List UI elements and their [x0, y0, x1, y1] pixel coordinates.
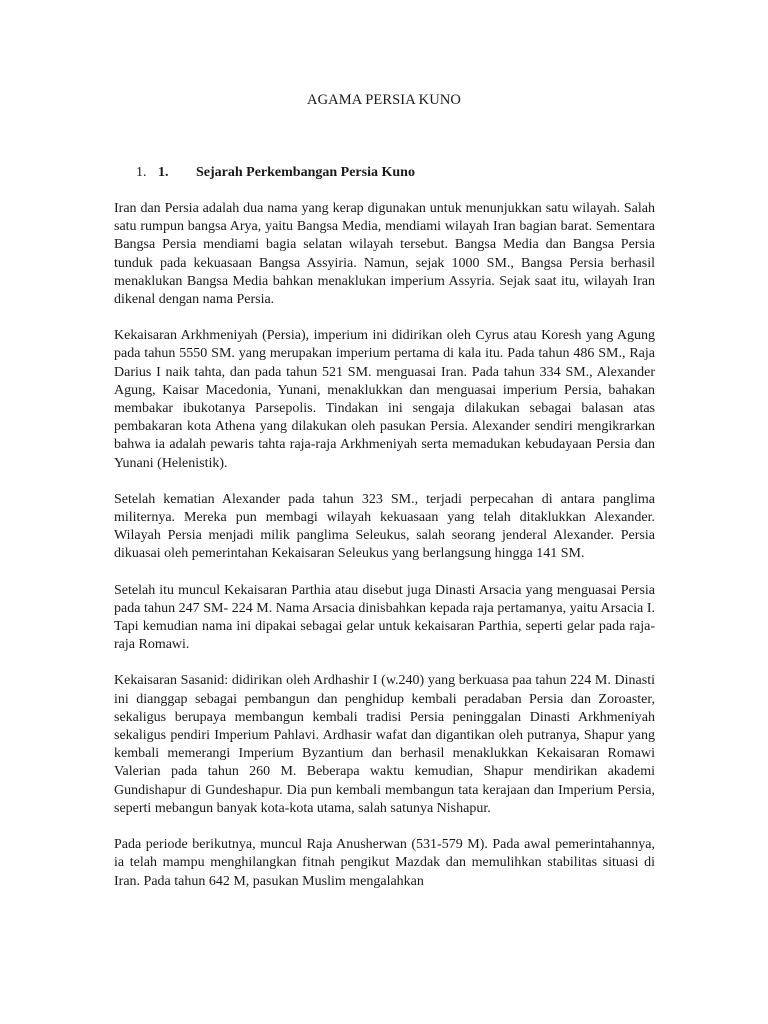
document-title: AGAMA PERSIA KUNO: [307, 92, 461, 108]
paragraph-anusherwan: Pada periode berikutnya, muncul Raja Anusherwan (531-579 M). Pada awal pemerintahannya, ia telah mampu menghilangkan fitnah pengikut Mazdak dan memulihkan stabilitas situasi di Iran. Pada tahun 642 M, pasukan Muslim mengalahkan: [114, 837, 655, 889]
document-body: [114, 200, 655, 909]
paragraph-sasanid: Kekaisaran Sasanid: didirikan oleh Ardhashir I (w.240) yang berkuasa paa tahun 224 M. Dinasti ini dianggap sebagai pembangun dan penghidup kembali peradaban Persia dan Zoroaster, sekaligus berupaya membangun kembali tradisi Persia peninggalan Dinasti Arkhmeniyah sekaligus pendiri Imperium Pahlavi. Ardhasir wafat dan digantikan oleh putranya, Shapur yang kembali memerangi Imperium Byzantium dan berhasil menaklukkan Kekaisaran Romawi Valerian pada tahun 260 M. Beberapa waktu kemudian, Shapur mendirikan akademi Gundishapur di Gundeshapur. Dia pun kembali membangun tata kerajaan dan Imperium Persia, seperti mebangun banyak kota-kota utama, salah satunya Nishapur.: [114, 673, 655, 816]
paragraph-iran-persia: Iran dan Persia adalah dua nama yang kerap digunakan untuk menunjukkan satu wilayah. Salah satu rumpun bangsa Arya, yaitu Bangsa Media, mendiami wilayah Iran bagian barat. Sementara Bangsa Persia mendiami bagia selatan wilayah tersebut. Bangsa Media dan Bangsa Persia tunduk pada kekuasaan Bangsa Assyiria. Namun, sejak 1000 SM., Bangsa Persia berhasil menaklukan Bangsa Media bahkan menaklukan imperium Assyria. Sejak saat itu, wilayah Iran dikenal dengan nama Persia.: [114, 201, 655, 308]
section-heading: [136, 165, 415, 181]
section-heading-text: Sejarah Perkembangan Persia Kuno: [196, 165, 415, 180]
paragraph-seleukus: Setelah kematian Alexander pada tahun 323 SM., terjadi perpecahan di antara panglima militernya. Mereka pun membagi wilayah kekuasaan yang telah ditaklukkan Alexander. Wilayah Persia menjadi milik panglima Seleukus, salah seorang jenderal Alexander. Persia dikuasai oleh pemerintahan Kekaisaran Seleukus yang berlangsung hingga 141 SM.: [114, 491, 655, 562]
section-number: 1.: [158, 165, 169, 180]
list-number: 1.: [136, 165, 147, 180]
paragraph-arkhmeniyah: Kekaisaran Arkhmeniyah (Persia), imperium ini didirikan oleh Cyrus atau Koresh yang Agung pada tahun 5550 SM. yang merupakan imperium pertama di kala itu. Pada tahun 486 SM., Raja Darius I naik tahta, dan pada tahun 521 SM. menguasai Iran. Pada tahun 334 SM., Alexander Agung, Kaisar Macedonia, Yunani, menaklukkan dan menguasai imperium Persia, bahakan membakar ibukotanya Parsepolis. Tindakan ini sengaja dilakukan sebagai balasan atas pembakaran kota Athena yang dilakukan oleh pasukan Persia. Alexander sendiri mengikrarkan bahwa ia adalah pewaris tahta raja-raja Arkhmeniyah serta memadukan kebudayaan Persia dan Yunani (Helenistik).: [114, 328, 655, 471]
paragraph-parthia: Setelah itu muncul Kekaisaran Parthia atau disebut juga Dinasti Arsacia yang menguasai Persia pada tahun 247 SM- 224 M. Nama Arsacia dinisbahkan kepada raja pertamanya, yaitu Arsacia I. Tapi kemudian nama ini dipakai sebagai gelar untuk kekaisaran Parthia, seperti gelar pada raja-raja Romawi.: [114, 582, 655, 653]
